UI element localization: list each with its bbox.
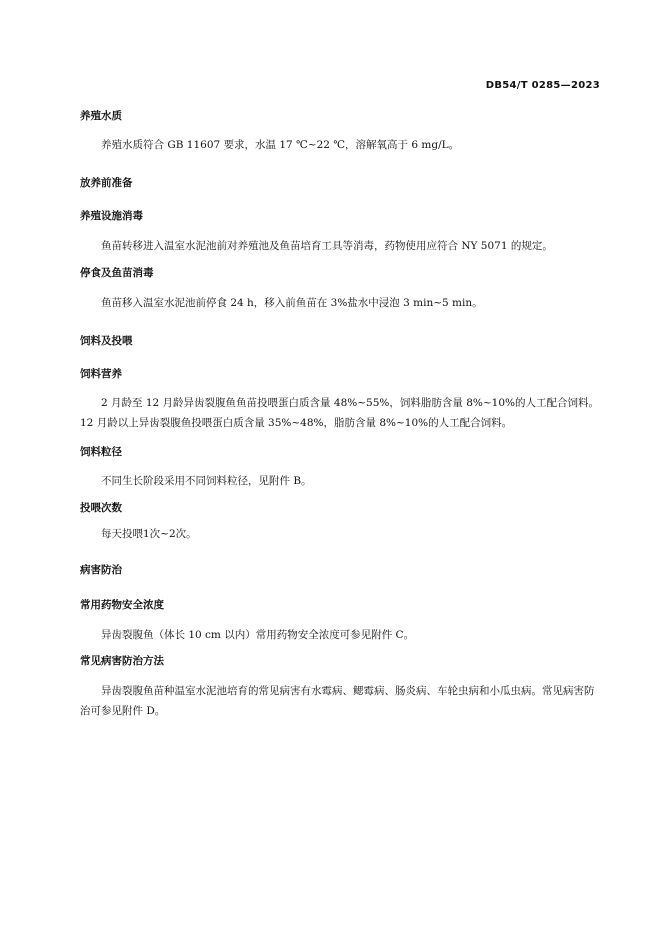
paragraph-fasting-disinfection: 鱼苗移入温室水泥池前停食 24 h，移入前鱼苗在 3%盐水中浸泡 3 min~5 min。 [101, 297, 483, 309]
paragraph-feed-nutrition: 2 月龄至 12 月龄异齿裂腹鱼鱼苗投喂蛋白质含量 48%~55%，饲料脂肪含量 8%~10%的人工配合饲料。12 月龄以上异齿裂腹鱼投喂蛋白质含量 35%~48%，脂肪含量 8%~10%的人工配合饲料。 [80, 397, 599, 429]
heading-fasting-disinfection: 停食及鱼苗消毒 [80, 267, 154, 279]
heading-facility-disinfection: 养殖设施消毒 [80, 210, 143, 222]
heading-preparation: 放养前准备 [80, 177, 133, 189]
heading-disease-control: 病害防治 [80, 564, 122, 576]
paragraph-drug-safety: 异齿裂腹鱼（体长 10 cm 以内）常用药物安全浓度可参见附件 C。 [101, 629, 415, 641]
paragraph-feeding-frequency: 每天投喂1次~2次。 [101, 528, 197, 540]
paragraph-facility-disinfection: 鱼苗转移进入温室水泥池前对养殖池及鱼苗培育工具等消毒，药物使用应符合 NY 5071 的规定。 [101, 240, 553, 252]
heading-feed-nutrition: 饲料营养 [80, 368, 122, 380]
heading-feed-particle-size: 饲料粒径 [80, 446, 122, 458]
paragraph-common-disease-methods: 异齿裂腹鱼苗种温室水泥池培育的常见病害有水霉病、鳃霉病、肠炎病、车轮虫病和小瓜虫病。常见病害防治可参见附件 D。 [80, 685, 595, 717]
heading-drug-safety: 常用药物安全浓度 [80, 599, 164, 611]
heading-feed-and-feeding: 饲料及投喂 [80, 335, 133, 347]
paragraph-feed-particle-size: 不同生长阶段采用不同饲料粒径，见附件 B。 [101, 475, 312, 487]
heading-common-disease-methods: 常见病害防治方法 [80, 655, 164, 667]
heading-water-quality: 养殖水质 [80, 110, 122, 122]
paragraph-water-quality: 养殖水质符合 GB 11607 要求，水温 17 ℃~22 ℃，溶解氧高于 6 mg/L。 [101, 139, 460, 151]
heading-feeding-frequency: 投喂次数 [80, 502, 122, 514]
document-code: DB54/T 0285—2023 [485, 80, 600, 91]
